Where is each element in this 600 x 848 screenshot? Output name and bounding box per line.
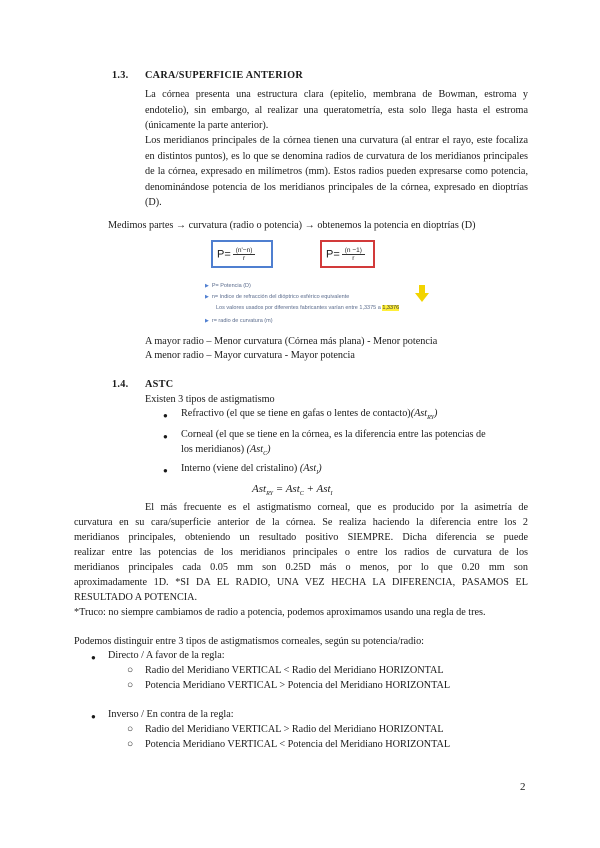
type-direct-label: Directo / A favor de la regla: <box>108 650 225 661</box>
bullet-dot-icon: ● <box>163 432 168 441</box>
formula-2-denominator: r <box>352 255 355 262</box>
astigmatism-intro: Existen 3 tipos de astigmatismo <box>145 394 275 405</box>
astc-paragraph-line-5: meridianos principales cada 0.05 mm son 0.25D más o menos, por lo que 0.20 mm son <box>74 562 528 573</box>
bullet-interno-symbol: (Ast <box>299 463 317 474</box>
formula-2-lhs: P= <box>326 248 340 261</box>
type-inverse-label: Inverso / En contra de la regla: <box>108 709 234 720</box>
formula-1-numerator: (n'−n) <box>233 247 256 255</box>
bullet-corneal-line-2 <box>181 444 271 457</box>
type-direct-item-1: Radio del Meridiano VERTICAL < Radio del Meridiano HORIZONTAL <box>145 665 444 676</box>
section-13-paragraph-1: La córnea presenta una estructura clara (epitelio, membrana de Bowman, estroma y endotelio), sin embargo, al realizar una queratometría, esta solo llega hasta el estroma (únicamente la parte anterior). <box>145 89 528 132</box>
circle-bullet-icon: ○ <box>127 739 134 750</box>
astc-paragraph-line-7: RESULTADO A POTENCIA. <box>74 592 198 603</box>
triangle-bullet-icon: ▶ <box>205 283 209 289</box>
astc-paragraph-line-6: aproximadamente 1D. *SI DA EL RADIO, UNA VEZ HECHA LA DIFERENCIA, PASAMOS EL <box>74 577 528 588</box>
bullet-dot-icon: ● <box>163 466 168 475</box>
yellow-down-arrow-icon <box>415 285 429 302</box>
eq-term-a-subscript: RY <box>266 491 273 498</box>
bullet-interno <box>181 463 322 476</box>
bullet-corneal-symbol: (Ast <box>246 444 264 455</box>
bullet-dot-icon: ● <box>91 712 96 721</box>
bullet-interno-subscript: I <box>316 470 319 477</box>
bullet-refractivo-symbol: (Ast <box>410 408 428 419</box>
eq-term-b: = Ast <box>272 483 300 495</box>
astc-paragraph-line-2: curvatura en su cara/superficie anterior de la córnea. Se realiza haciendo la diferencia entre los 2 <box>74 517 528 528</box>
formula-1-lhs: P= <box>217 248 231 261</box>
circle-bullet-icon: ○ <box>127 724 134 735</box>
legend-item-indice <box>205 294 349 300</box>
relation-line-1: A mayor radio – Menor curvatura (Córnea más plana) - Menor potencia <box>145 336 438 347</box>
bullet-corneal-line-1: Corneal (el que se tiene en la córnea, es la diferencia entre las potencias de <box>181 429 486 440</box>
astc-paragraph-line-1: El más frecuente es el astigmatismo corneal, que es producido por la asimetría de <box>145 502 528 513</box>
legend-text: P= Potencia (D) <box>211 283 251 289</box>
page-number: 2 <box>520 781 526 793</box>
section-14-number: 1.4. <box>112 379 129 390</box>
bullet-interno-text: Interno (viene del cristalino) <box>181 463 298 474</box>
bullet-refractivo-close: ) <box>434 408 438 419</box>
astigmatism-equation <box>252 483 333 497</box>
relation-line-2: A menor radio – Mayor curvatura - Mayor potencia <box>145 350 355 361</box>
bullet-refractivo-subscript: RY <box>427 415 435 422</box>
bullet-refractivo <box>181 408 437 421</box>
formula-box-1 <box>211 240 273 268</box>
formula-1-fraction <box>233 247 256 262</box>
legend-item-potencia <box>205 283 251 289</box>
circle-bullet-icon: ○ <box>127 680 134 691</box>
astc-paragraph-line-4: realizar entre las potencias de los meridianos principales o entre los radios de curvatura de los <box>74 547 528 558</box>
types-intro: Podemos distinguir entre 3 tipos de astigmatismos corneales, según su potencia/radio: <box>74 636 424 647</box>
eq-term-c: + Ast <box>303 483 331 495</box>
highlighted-value: 1,3376 <box>382 305 400 311</box>
circle-bullet-icon: ○ <box>127 665 134 676</box>
formula-1-denominator: r <box>242 255 246 262</box>
eq-term-b-subscript: C <box>299 491 304 498</box>
formula-2-fraction <box>342 247 365 262</box>
bullet-dot-icon: ● <box>163 411 168 420</box>
bullet-refractivo-text: Refractivo (el que se tiene en gafas o lentes de contacto) <box>181 408 411 419</box>
section-13-number: 1.3. <box>112 70 129 81</box>
legend-item-radio <box>205 318 273 324</box>
type-direct-item-2: Potencia Meridiano VERTICAL > Potencia del Meridiano HORIZONTAL <box>145 680 451 691</box>
legend-text: n= índice de refracción del dióptrico esférico equivalente <box>211 294 350 300</box>
bullet-interno-close: ) <box>318 463 322 474</box>
triangle-bullet-icon: ▶ <box>205 318 209 324</box>
bullet-corneal-subscript: C <box>263 451 268 458</box>
formula-box-2 <box>320 240 375 268</box>
eq-term-a: Ast <box>252 483 267 495</box>
astc-paragraph-line-3: meridianos principales, obteniendo un resultado positivo SIEMPRE. Dicha diferencia se puede <box>74 532 528 543</box>
triangle-bullet-icon: ▶ <box>205 294 209 300</box>
measure-line: Medimos partes → curvatura (radio o potencia) → obtenemos la potencia en dioptrías (D) <box>108 220 476 231</box>
bullet-corneal-text: los meridianos) <box>181 444 245 455</box>
type-inverse-item-2: Potencia Meridiano VERTICAL < Potencia del Meridiano HORIZONTAL <box>145 739 451 750</box>
eq-term-c-subscript: I <box>330 491 333 498</box>
formula-2-numerator: (n −1) <box>342 247 365 255</box>
bullet-dot-icon: ● <box>91 653 96 662</box>
type-inverse-item-1: Radio del Meridiano VERTICAL > Radio del Meridiano HORIZONTAL <box>145 724 444 735</box>
legend-text: r= radio de curvatura (m) <box>211 318 273 324</box>
section-13-paragraph-2: Los meridianos principales de la córnea tienen una curvatura (al entrar el rayo, este focaliza en distintos puntos), es lo que se denomina radios de curvatura de los meridianos principales de la córnea, expresado en milímetros (mm). Estos radios pueden expresarse como potencia, denominándose potencia de los meridianos principales de la córnea, expresado en dioptrías (D). <box>145 135 528 209</box>
legend-item-valores <box>216 305 399 311</box>
section-14-title: ASTC <box>145 379 174 390</box>
section-13-title: CARA/SUPERFICIE ANTERIOR <box>145 70 304 81</box>
bullet-corneal-close: ) <box>267 444 271 455</box>
trick-note: *Truco: no siempre cambiamos de radio a potencia, podemos aproximamos usando una regla de tres. <box>74 607 486 618</box>
legend-text: Los valores usados por diferentes fabricantes varían entre 1,3375 a <box>216 305 383 311</box>
